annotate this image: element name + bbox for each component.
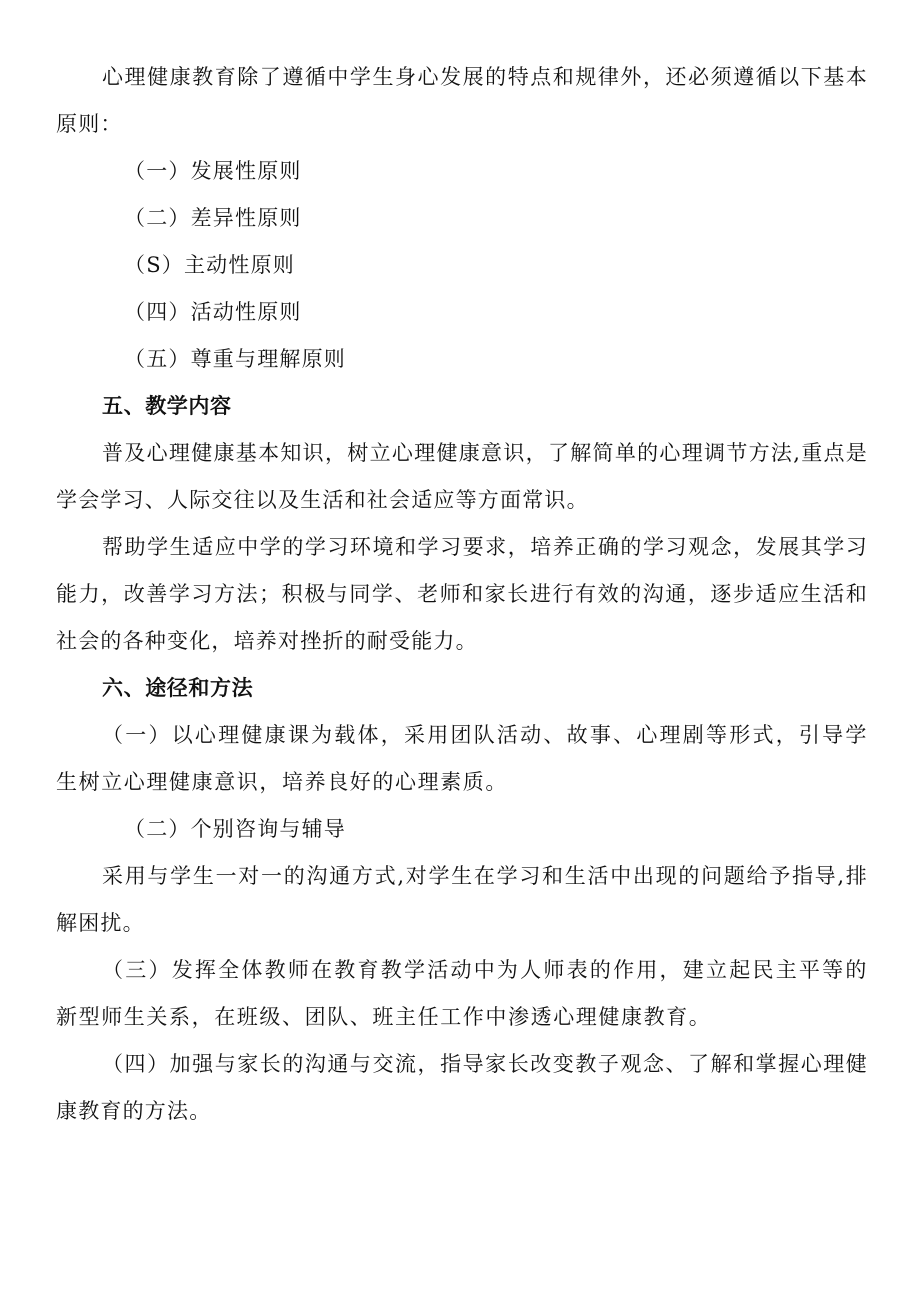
intro-paragraph: 心理健康教育除了遵循中学生身心发展的特点和规律外，还必须遵循以下基本原则： <box>56 65 868 136</box>
section-6-item-3: （三）发挥全体教师在教育教学活动中为人师表的作用，建立起民主平等的新型师生关系，在班级、团队、班主任工作中渗透心理健康教育。 <box>56 958 868 1029</box>
section-6-item-1: （一）以心理健康课为载体，采用团队活动、故事、心理剧等形式，引导学生树立心理健康意识，培养良好的心理素质。 <box>56 723 868 794</box>
principle-item: （S）主动性原则 <box>124 253 295 277</box>
principles-list <box>56 148 868 383</box>
section-6-item-4: （四）加强与家长的沟通与交流，指导家长改变教子观念、了解和掌握心理健康教育的方法。 <box>56 1052 868 1123</box>
section-6-item-2-title: （二）个别咨询与辅导 <box>124 817 346 841</box>
section-6-heading: 六、途径和方法 <box>102 676 254 700</box>
document-page <box>56 54 868 1135</box>
principle-item: （一）发展性原则 <box>124 159 302 183</box>
principle-item: （五）尊重与理解原则 <box>124 347 346 371</box>
section-5-paragraph: 帮助学生适应中学的学习环境和学习要求，培养正确的学习观念，发展其学习能力，改善学习方法；积极与同学、老师和家长进行有效的沟通，逐步适应生活和社会的各种变化，培养对挫折的耐受能力。 <box>56 535 868 653</box>
principle-item: （二）差异性原则 <box>124 206 302 230</box>
section-6-item-2-text: 采用与学生一对一的沟通方式,对学生在学习和生活中出现的问题给予指导,排解困扰。 <box>56 864 868 935</box>
principle-item: （四）活动性原则 <box>124 300 302 324</box>
section-5-heading: 五、教学内容 <box>102 394 232 418</box>
section-5-paragraph: 普及心理健康基本知识，树立心理健康意识，了解简单的心理调节方法,重点是学会学习、人际交往以及生活和社会适应等方面常识。 <box>56 441 868 512</box>
